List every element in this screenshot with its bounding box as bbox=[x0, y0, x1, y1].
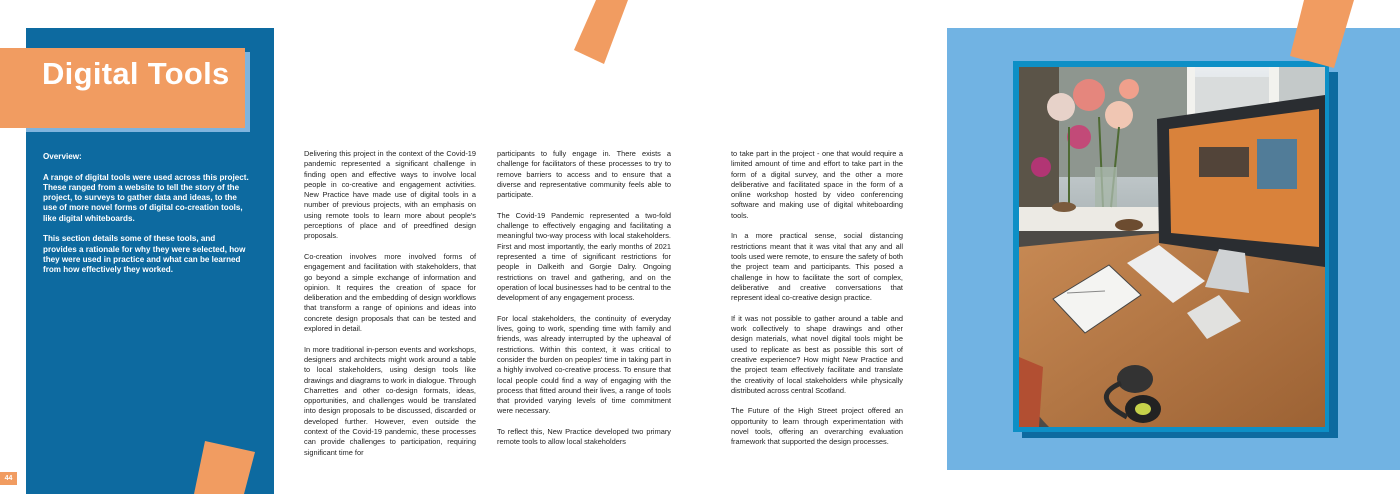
page-title: Digital Tools bbox=[42, 56, 230, 91]
text-column-3 bbox=[731, 149, 903, 458]
body-paragraph: participants to fully engage in. There exists a challenge for facilitators of these processes to try to remove barriers to access and to ensure that a diverse and representative community feels able to participate. bbox=[497, 149, 671, 200]
orange-accent-top-center bbox=[574, 0, 628, 64]
orange-accent-left-bottom bbox=[194, 441, 255, 494]
overview-heading: Overview: bbox=[43, 152, 82, 161]
body-paragraph: In a more practical sense, social distancing restrictions meant that it was vital that any and all tools used were remote, to ensure the safety of both the project team and participants. This posed a challenge in how to facilitate the sort of complex, deliberative and creative conversations that represent ideal co-creative design practice. bbox=[731, 231, 903, 303]
body-paragraph: The Future of the High Street project offered an opportunity to learn through experimentation with novel tools, offering an overarching evaluation framework that supported the design processes. bbox=[731, 406, 903, 447]
body-paragraph: The Covid-19 Pandemic represented a two-fold challenge to effectively engaging and facilitating a meaningful two-way process with local stakeholders. First and most importantly, the early months of 2021 represented a time of significant restrictions for people in Dalkeith and Gorgie Dalry. Ongoing restrictions on travel and gathering, and on the operation of local businesses had to be central to the development of any engagement process. bbox=[497, 210, 671, 303]
desk-photo bbox=[1019, 67, 1325, 427]
body-paragraph: to take part in the project - one that would require a limited amount of time and effort to take part in the form of a digital survey, and the other a more deliberative and facilitated space in the form of a online workshop hosted by video conferencing software and making use of digital whiteboarding tools. bbox=[731, 149, 903, 220]
overview-paragraph: This section details some of these tools, and provides a rationale for why they were selected, how they were used in practice and what can be learned from how effectively they worked. bbox=[43, 234, 246, 275]
orange-accent-top-right bbox=[1290, 0, 1360, 70]
page-number: 44 bbox=[4, 475, 13, 482]
desk-photo-illustration bbox=[1019, 67, 1325, 427]
body-paragraph: For local stakeholders, the continuity of everyday lives, going to work, spending time with family and friends, was already interrupted by the upheaval of restrictions. Within this context, it was critical to consider the burden on peoples' time in taking part in a highly involved co-creative process. To ensure that local people could find a way of engaging with the process that fitted around their lives, a range of tools that provided varying levels of time commitment were necessary. bbox=[497, 313, 671, 416]
text-column-1 bbox=[304, 149, 476, 468]
body-paragraph: To reflect this, New Practice developed two primary remote tools to allow local stakeholders bbox=[497, 427, 671, 447]
body-paragraph: If it was not possible to gather around a table and work collectively to shape drawings and other design materials, what novel digital tools might be used to replicate as best as possible this sort of creative experience? How might New Practice and the project team effectively facilitate and translate the creativity of local stakeholders while physically distributed across central Scotland. bbox=[731, 313, 903, 395]
overview-paragraph: A range of digital tools were used across this project. These ranged from a website to tell the story of the project, to surveys to gather data and ideas, to the use of more novel forms of digital co-creation tools, like digital whiteboards. bbox=[43, 172, 249, 223]
text-column-2 bbox=[497, 149, 671, 458]
body-paragraph: Delivering this project in the context of the Covid-19 pandemic represented a significant challenge in finding open and effective ways to involve local people in co-creative and engagement activities. New Practice have made use of digital tools in a number of previous projects, with an emphasis on using remote tools to learn more about people's perceptions of place and of preedfined design proposals. bbox=[304, 149, 476, 241]
body-paragraph: Co-creation involves more involved forms of engagement and facilitation with stakeholders, that go beyond a simple exchange of information and opinion. It requires the creation of space for deliberation and the embedding of design workflows that transform a range of opinions and ideas into concrete design proposals that can be tested and explored in detail. bbox=[304, 251, 476, 334]
body-paragraph: In more traditional in-person events and workshops, designers and architects might work around a table to local stakeholders, using design tools like drawings and diagrams to work in dialogue. Through Charrettes and other co-design formats, ideas, opportunities, and challenges would be translated into design proposals to be discussed, discarded or developed further. However, even outside the context of the Covid-19 pandemic, these processes can provide challenges to participation, requiring significant time for bbox=[304, 344, 476, 457]
